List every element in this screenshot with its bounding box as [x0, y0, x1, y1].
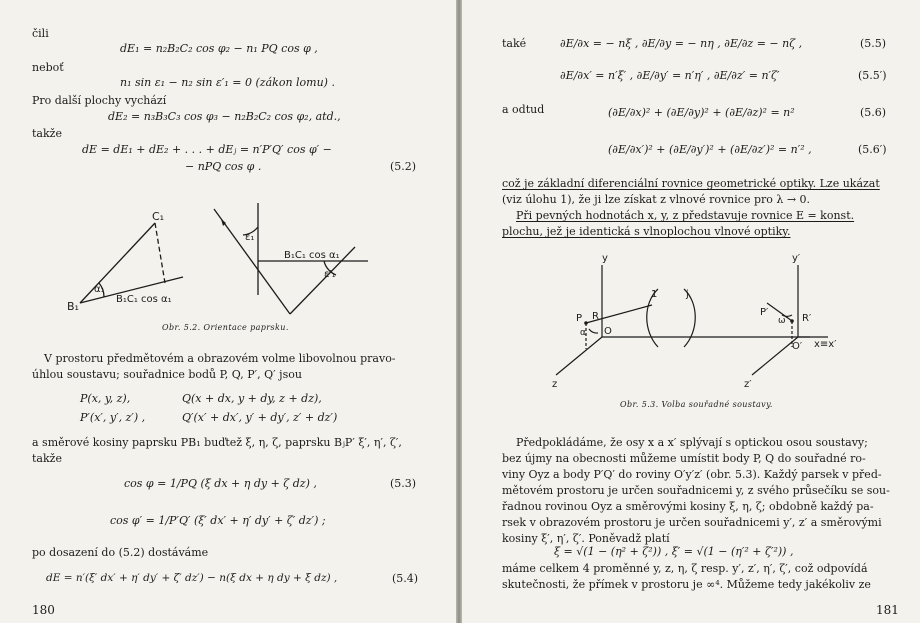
text-line: Pro další plochy vychází [32, 94, 167, 107]
label-y: y [602, 253, 608, 264]
equation-line: dE = dE₁ + dE₂ + . . . + dEⱼ = n′P′Q′ cos φ′ − [82, 143, 332, 156]
text-line: po dosazení do (5.2) dostáváme [32, 546, 209, 559]
text-line: a směrové kosiny paprsku PB₁ buďtež ξ, η, ζ, paprsku BⱼP′ ξ′, η′, ζ′, [32, 436, 402, 449]
equation-line: n₁ sin ε₁ − n₂ sin ε′₁ = 0 (zákon lomu) . [120, 76, 335, 89]
equation-line: − nPQ cos φ . [185, 160, 262, 173]
equation-number: (5.5) [860, 37, 887, 50]
equation-number: (5.3) [390, 477, 417, 490]
equation-line: cos φ′ = 1/P′Q′ (ξ′ dx′ + η′ dy′ + ζ′ dz′) ; [110, 514, 326, 527]
label-x-axis: x≡x′ [814, 339, 837, 350]
text-line: úhlou soustavu; souřadnice bodů P, Q, P′, Q′ jsou [32, 368, 302, 381]
label-c1: C₁ [152, 210, 165, 223]
coordinate-line: Q′(x′ + dx′, y′ + dy′, z′ + dz′) [182, 411, 338, 424]
text-line: (viz úlohu 1), že ji lze získat z vlnové rovnice pro λ → 0. [502, 193, 811, 206]
label-o-prime: O′ [792, 341, 803, 352]
figure-5-3 [462, 245, 920, 395]
label-z-prime: z′ [744, 379, 752, 390]
label-epsilon1-prime: ε′₁ [324, 269, 336, 280]
text-line: a odtud [502, 103, 545, 116]
equation-line: dE = n′(ξ′ dx′ + η′ dy′ + ζ′ dz′) − n(ξ dx + η dy + ξ dz) , [46, 572, 338, 584]
label-epsilon1: ε₁ [245, 232, 255, 243]
label-lens-1: 1 [651, 289, 658, 300]
figure-5-2 [0, 195, 456, 325]
equation-line: ∂E/∂x′ = n′ξ′ , ∂E/∂y′ = n′η′ , ∂E/∂z′ = n′ζ′ [560, 69, 780, 82]
left-page [0, 0, 456, 623]
text-line: čili [32, 27, 49, 40]
equation-line: ∂E/∂x = − nξ , ∂E/∂y = − nη , ∂E/∂z = − nζ , [560, 37, 803, 50]
label-o: O [604, 326, 612, 337]
text-line: což je základní diferenciální rovnice geometrické optiky. Lze ukázat [502, 177, 880, 190]
text-line: neboť [32, 61, 64, 74]
text-line: plochu, jež je identická s vlnoplochou vlnové optiky. [502, 225, 791, 238]
label-p: P [576, 313, 583, 324]
text-line: V prostoru předmětovém a obrazovém volme libovolnou pravo- [44, 352, 396, 365]
equation-line: cos φ = 1/PQ (ξ dx + η dy + ζ dz) , [124, 477, 317, 490]
coordinate-line: Q(x + dx, y + dy, z + dz), [182, 392, 322, 405]
page-number: 181 [876, 603, 899, 617]
figure-caption: Obr. 5.3. Volba souřadné soustavy. [620, 400, 773, 409]
text-line: rsek v obrazovém prostoru je určen souřadnicemi y′, z′ a směrovými [502, 516, 882, 529]
label-alpha1: α₁ [94, 284, 105, 295]
page-number: 180 [32, 603, 55, 617]
text-line: viny Oyz a body P′Q′ do roviny O′y′z′ (obr. 5.3). Každý parsek v před- [502, 468, 882, 481]
label-lens-j: j [686, 289, 689, 300]
label-r: R [592, 311, 599, 322]
label-b1c1-cos: B₁C₁ cos α₁ [116, 294, 172, 305]
text-line: skutečnosti, že přímek v prostoru je ∞⁴. Můžeme tedy jakékoliv ze [502, 578, 871, 591]
text-line: bez újmy na obecnosti můžeme umístit body P, Q do souřadné ro- [502, 452, 866, 465]
equation-number: (5.6) [860, 106, 887, 119]
equation-line: (∂E/∂x′)² + (∂E/∂y′)² + (∂E/∂z′)² = n′² , [608, 143, 812, 156]
coordinate-line: P′(x′, y′, z′) , [80, 411, 146, 424]
coordinate-line: P(x, y, z), [80, 392, 131, 405]
text-line: takže [32, 452, 62, 465]
equation-line: (∂E/∂x)² + (∂E/∂y)² + (∂E/∂z)² = n² [608, 106, 795, 119]
text-line: také [502, 37, 527, 50]
equation-number: (5.6′) [858, 143, 887, 156]
text-line: mětovém prostoru je určen souřadnicemi y, z svého průsečíku se sou- [502, 484, 890, 497]
label-alpha: α [580, 328, 586, 338]
equation-number: (5.2) [390, 160, 417, 173]
label-b1: B₁ [67, 300, 79, 313]
text-line: takže [32, 127, 62, 140]
label-y-prime: y′ [792, 253, 801, 264]
figure-caption: Obr. 5.2. Orientace paprsku. [162, 323, 289, 332]
text-line: Při pevných hodnotách x, y, z představuje rovnice E = konst. [516, 209, 855, 222]
right-page [462, 0, 920, 623]
text-line: kosiny ξ′, η′, ζ′. Poněvadž platí [502, 532, 670, 545]
text-line: řadnou rovinou Oyz a směrovými kosiny ξ, η, ζ; obdobně každý pa- [502, 500, 874, 513]
label-z: z [552, 379, 558, 390]
text-line: máme celkem 4 proměnné y, z, η, ζ resp. y′, z′, η′, ζ′, což odpovídá [502, 562, 868, 575]
text-line: Předpokládáme, že osy x a x′ splývají s optickou osou soustavy; [516, 436, 868, 449]
equation-line: ξ = √(1 − (η² + ζ²)) , ξ′ = √(1 − (η′² + ζ′²)) , [554, 545, 794, 558]
equation-number: (5.5′) [858, 69, 887, 82]
label-omega-prime: ω′ [778, 316, 788, 326]
equation-line: dE₂ = n₃B₃C₃ cos φ₃ − n₂B₂C₂ cos φ₂, atd., [108, 110, 341, 123]
equation-number: (5.4) [392, 572, 419, 585]
label-b1c1-cos-right: B₁C₁ cos α₁ [284, 250, 340, 261]
label-p-prime: P′ [760, 307, 769, 318]
label-r-prime: R′ [802, 313, 812, 324]
equation-line: dE₁ = n₂B₂C₂ cos φ₂ − n₁ PQ cos φ , [120, 42, 318, 55]
